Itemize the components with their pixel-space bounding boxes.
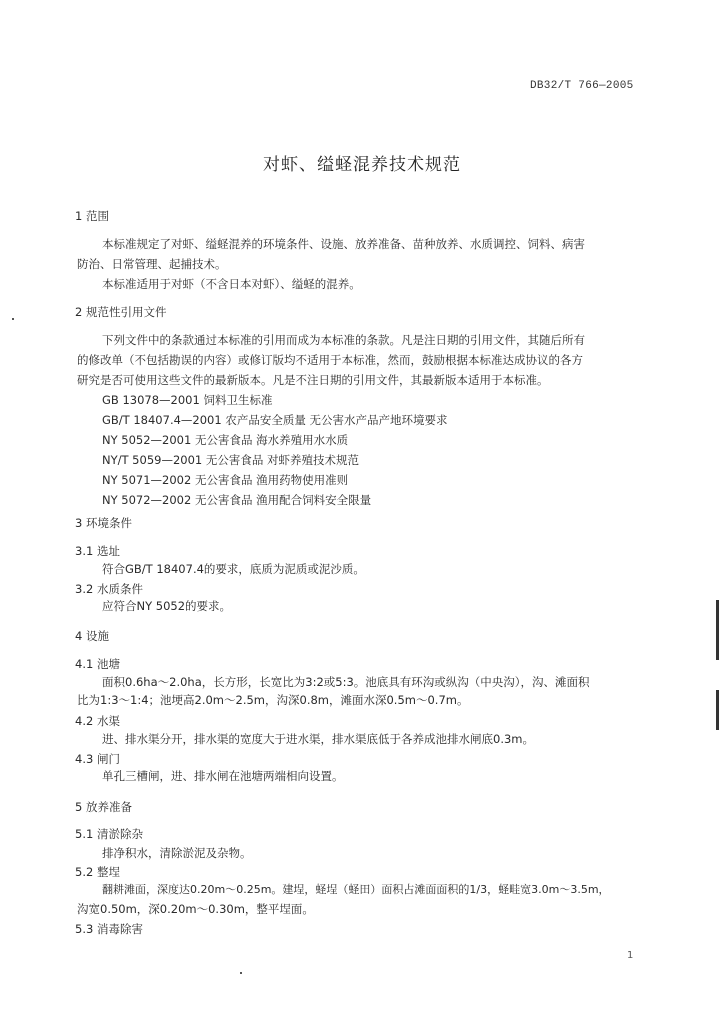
subsection-4-3-text: 单孔三槽闸，进、排水闸在池塘两端相向设置。 — [102, 769, 344, 783]
subsection-4-2-heading: 4.2 水渠 — [75, 714, 120, 728]
reference-item: NY/T 5059—2001 无公害食品 对虾养殖技术规范 — [102, 453, 360, 467]
reference-item: NY 5052—2001 无公害食品 海水养殖用水水质 — [102, 433, 349, 447]
subsection-3-2-text: 应符合NY 5052的要求。 — [102, 599, 232, 613]
section-2-para-line-1: 下列文件中的条款通过本标准的引用而成为本标准的条款。凡是注日期的引用文件，其随后所有 — [102, 333, 585, 347]
section-3-heading: 3 环境条件 — [75, 516, 132, 530]
section-1-heading: 1 范围 — [75, 209, 109, 223]
reference-item: GB 13078—2001 饲料卫生标准 — [102, 393, 273, 407]
section-1-para-2: 本标准适用于对虾（不含日本对虾）、缢蛏的混养。 — [102, 277, 361, 291]
subsection-5-2-heading: 5.2 整埕 — [75, 865, 120, 879]
scan-speck — [12, 318, 14, 320]
subsection-3-1-text: 符合GB/T 18407.4的要求，底质为泥质或泥沙质。 — [102, 562, 365, 576]
subsection-5-1-heading: 5.1 清淤除杂 — [75, 827, 143, 841]
standard-number: DB32/T 766—2005 — [530, 80, 634, 92]
scan-edge-mark — [716, 600, 719, 660]
page-number: 1 — [627, 950, 634, 961]
subsection-4-3-heading: 4.3 闸门 — [75, 752, 120, 766]
section-4-heading: 4 设施 — [75, 629, 109, 643]
section-5-heading: 5 放养准备 — [75, 800, 132, 814]
subsection-4-1-heading: 4.1 池塘 — [75, 657, 120, 671]
section-1-para-1-line-2: 防治、日常管理、起捕技术。 — [77, 257, 227, 271]
subsection-5-1-text: 排净积水，清除淤泥及杂物。 — [102, 846, 252, 860]
document-title: 对虾、缢蛏混养技术规范 — [263, 155, 461, 175]
reference-item: NY 5071—2002 无公害食品 渔用药物使用准则 — [102, 473, 349, 487]
scan-edge-mark — [716, 690, 719, 730]
subsection-5-3-heading: 5.3 消毒除害 — [75, 922, 143, 936]
subsection-3-1-heading: 3.1 选址 — [75, 544, 120, 558]
subsection-4-1-text-line-1: 面积0.6ha～2.0ha，长方形，长宽比为3:2或5:3。池底具有环沟或纵沟（中央沟），沟、滩面积 — [102, 675, 590, 689]
section-2-para-line-3: 研究是否可使用这些文件的最新版本。凡是不注日期的引用文件，其最新版本适用于本标准。 — [77, 373, 549, 387]
subsection-5-2-text-line-2: 沟宽0.50m，深0.20m～0.30m，整平埕面。 — [77, 902, 314, 916]
scan-speck — [240, 972, 242, 974]
reference-item: GB/T 18407.4—2001 农产品安全质量 无公害水产品产地环境要求 — [102, 413, 448, 427]
subsection-5-2-text-line-1: 翻耕滩面，深度达0.20m～0.25m。建埕，蛏埕（蛏田）面积占滩面面积的1/3，蛏畦宽3.0m～3.5m， — [102, 883, 610, 896]
section-1-para-1-line-1: 本标准规定了对虾、缢蛏混养的环境条件、设施、放养准备、苗种放养、水质调控、饲料、病害 — [102, 237, 585, 251]
section-2-para-line-2: 的修改单（不包括勘误的内容）或修订版均不适用于本标准，然而，鼓励根据本标准达成协议的各方 — [77, 353, 583, 367]
subsection-4-2-text: 进、排水渠分开，排水渠的宽度大于进水渠，排水渠底低于各养成池排水闸底0.3m。 — [102, 732, 534, 746]
reference-item: NY 5072—2002 无公害食品 渔用配合饲料安全限量 — [102, 493, 372, 507]
subsection-3-2-heading: 3.2 水质条件 — [75, 582, 143, 596]
section-2-heading: 2 规范性引用文件 — [75, 305, 167, 319]
subsection-4-1-text-line-2: 比为1:3～1:4；池埂高2.0m～2.5m，沟深0.8m，滩面水深0.5m～0.7m。 — [77, 693, 469, 707]
